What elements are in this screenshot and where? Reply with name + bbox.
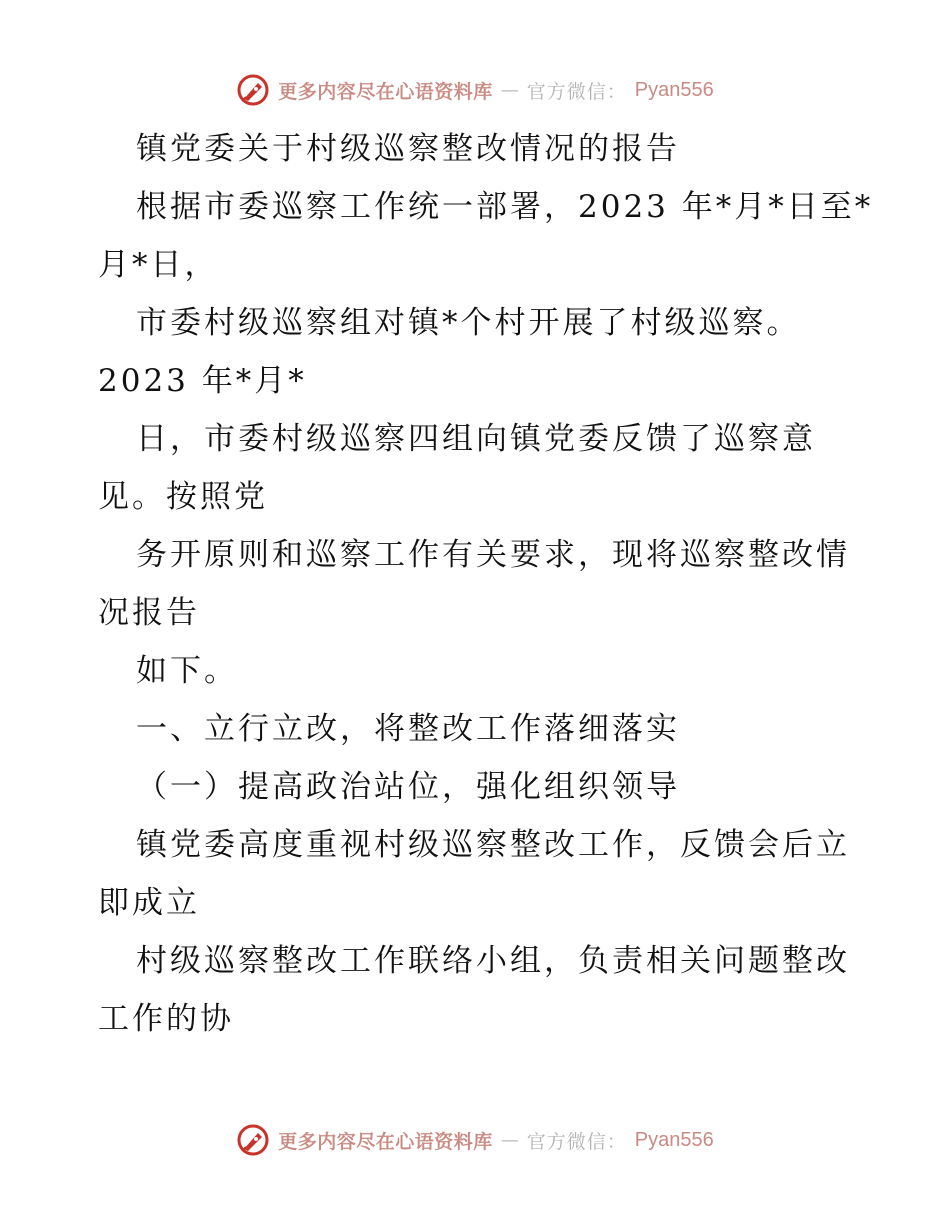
watermark-brand: 更多内容尽在心语资料库	[278, 1130, 493, 1153]
watermark-wechat-id: Pyan556	[634, 78, 714, 101]
watermark-label: 官方微信：	[526, 80, 627, 103]
section-heading: 一、立行立改，将整改工作落细落实	[136, 711, 680, 747]
subsection-heading: （一）提高政治站位，强化组织领导	[136, 769, 680, 805]
watermark-label: 官方微信：	[526, 1130, 627, 1153]
watermark-wechat-id: Pyan556	[634, 1128, 714, 1151]
document-title: 镇党委关于村级巡察整改情况的报告	[136, 131, 680, 167]
header-watermark	[0, 70, 950, 110]
pen-nib-logo-icon	[236, 73, 270, 107]
paragraph-line: 镇党委高度重视村级巡察整改工作，反馈会后立	[136, 827, 850, 863]
watermark-brand: 更多内容尽在心语资料库	[278, 80, 493, 103]
paragraph-line: 根据市委巡察工作统一部署，2023 年*月*日至*	[136, 189, 874, 225]
paragraph-line: 日，市委村级巡察四组向镇党委反馈了巡察意	[136, 421, 816, 457]
paragraph-line: 即成立	[98, 885, 200, 921]
paragraph-line: 务开原则和巡察工作有关要求，现将巡察整改情	[136, 537, 850, 573]
pen-nib-logo-icon	[236, 1123, 270, 1157]
paragraph-line: 月*日，	[98, 247, 219, 283]
paragraph-line: 市委村级巡察组对镇*个村开展了村级巡察。	[136, 305, 801, 341]
paragraph-line: 如下。	[136, 653, 238, 689]
paragraph-line: 2023 年*月*	[98, 363, 307, 399]
watermark-separator: —	[500, 79, 519, 101]
paragraph-line: 工作的协	[98, 1001, 234, 1037]
paragraph-line: 村级巡察整改工作联络小组，负责相关问题整改	[136, 943, 850, 979]
watermark-separator: —	[500, 1129, 519, 1151]
paragraph-line: 况报告	[98, 595, 200, 631]
document-body	[98, 120, 874, 1048]
paragraph-line: 见。按照党	[98, 479, 268, 515]
footer-watermark	[0, 1120, 950, 1160]
